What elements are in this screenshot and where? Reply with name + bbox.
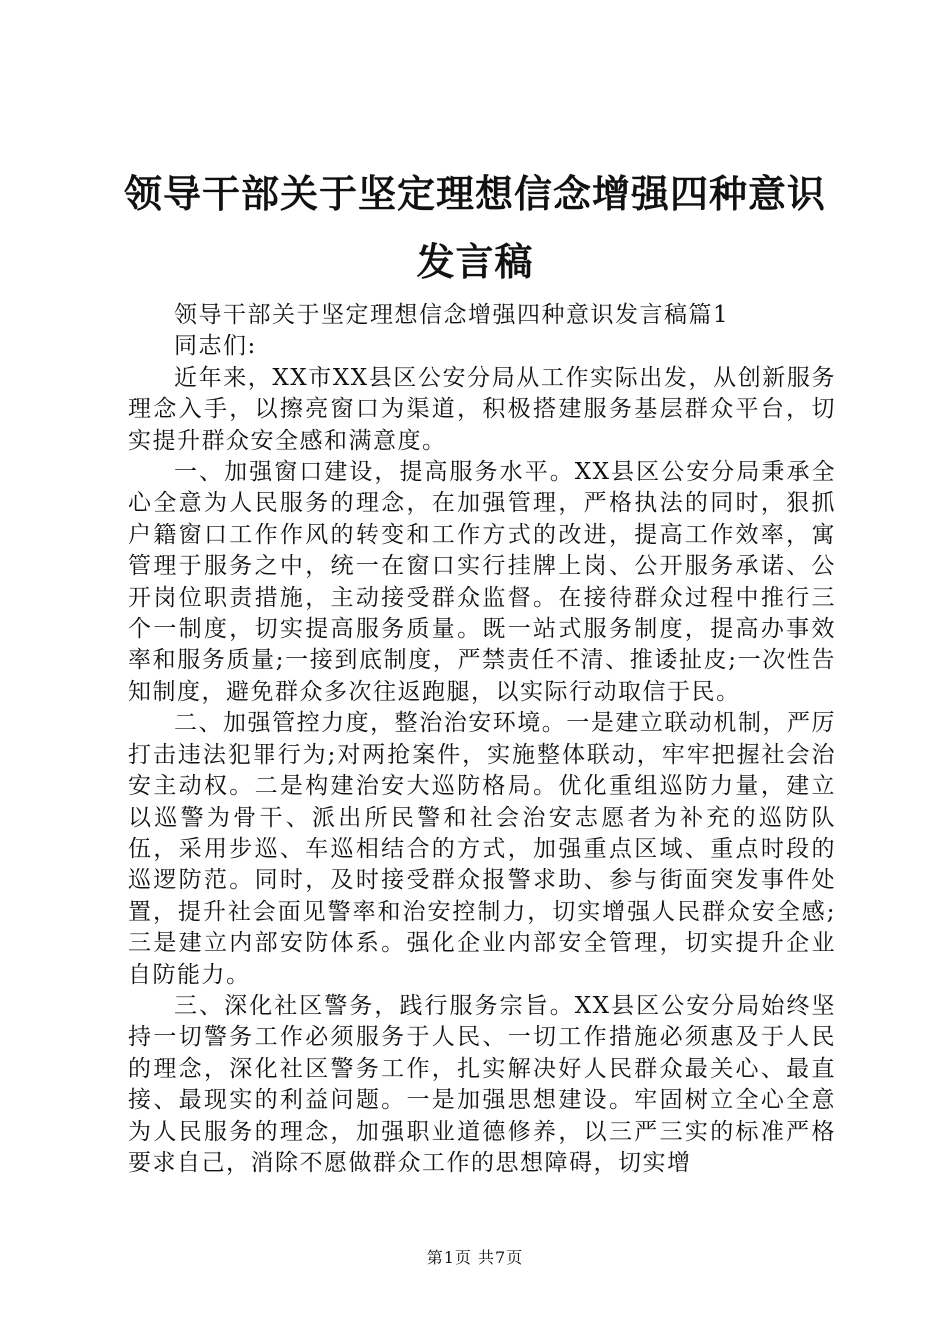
document-body: [128, 300, 836, 1179]
page-footer: 第1页 共7页: [426, 1248, 524, 1267]
section-two-paragraph: 二、加强管控力度，整治治安环境。一是建立联动机制，严厉打击违法犯罪行为;对两抢案件，实施整体联动，牢牢把握社会治安主动权。二是构建治安大巡防格局。优化重组巡防力量，建立以巡警为骨干、派出所民警和社会治安志愿者为补充的巡防队伍，采用步巡、车巡相结合的方式，加强重点区域、重点时段的巡逻防范。同时，及时接受群众报警求助、参与街面突发事件处置，提升社会面见警率和治安控制力，切实增强人民群众安全感;三是建立内部安防体系。强化企业内部安全管理，切实提升企业自防能力。: [128, 710, 836, 988]
salutation-paragraph: 同志们:: [174, 333, 257, 360]
section-one-paragraph: 一、加强窗口建设，提高服务水平。XX县区公安分局秉承全心全意为人民服务的理念，在加强管理，严格执法的同时，狠抓户籍窗口工作作风的转变和工作方式的改进，提高工作效率，寓管理于服务之中，统一在窗口实行挂牌上岗、公开服务承诺、公开岗位职责措施，主动接受群众监督。在接待群众过程中推行三个一制度，切实提高服务质量。既一站式服务制度，提高办事效率和服务质量;一接到底制度，严禁责任不清、推诿扯皮;一次性告知制度，避免群众多次往返跑腿，以实际行动取信于民。: [128, 459, 836, 705]
subtitle-paragraph: 领导干部关于坚定理想信念增强四种意识发言稿篇1: [174, 302, 730, 328]
document-title: 领导干部关于坚定理想信念增强四种意识发言稿: [123, 172, 826, 284]
section-three-paragraph: 三、深化社区警务，践行服务宗旨。XX县区公安分局始终坚持一切警务工作必须服务于人民、一切工作措施必须惠及于人民的理念，深化社区警务工作，扎实解决好人民群众最关心、最直接、最现实的利益问题。一是加强思想建设。牢固树立全心全意为人民服务的理念，加强职业道德修养，以三严三实的标准严格要求自己，消除不愿做群众工作的思想障碍，切实增: [128, 992, 836, 1176]
intro-paragraph: 近年来，XX市XX县区公安分局从工作实际出发，从创新服务理念入手，以擦亮窗口为渠道，积极搭建服务基层群众平台，切实提升群众安全感和满意度。: [128, 364, 836, 454]
